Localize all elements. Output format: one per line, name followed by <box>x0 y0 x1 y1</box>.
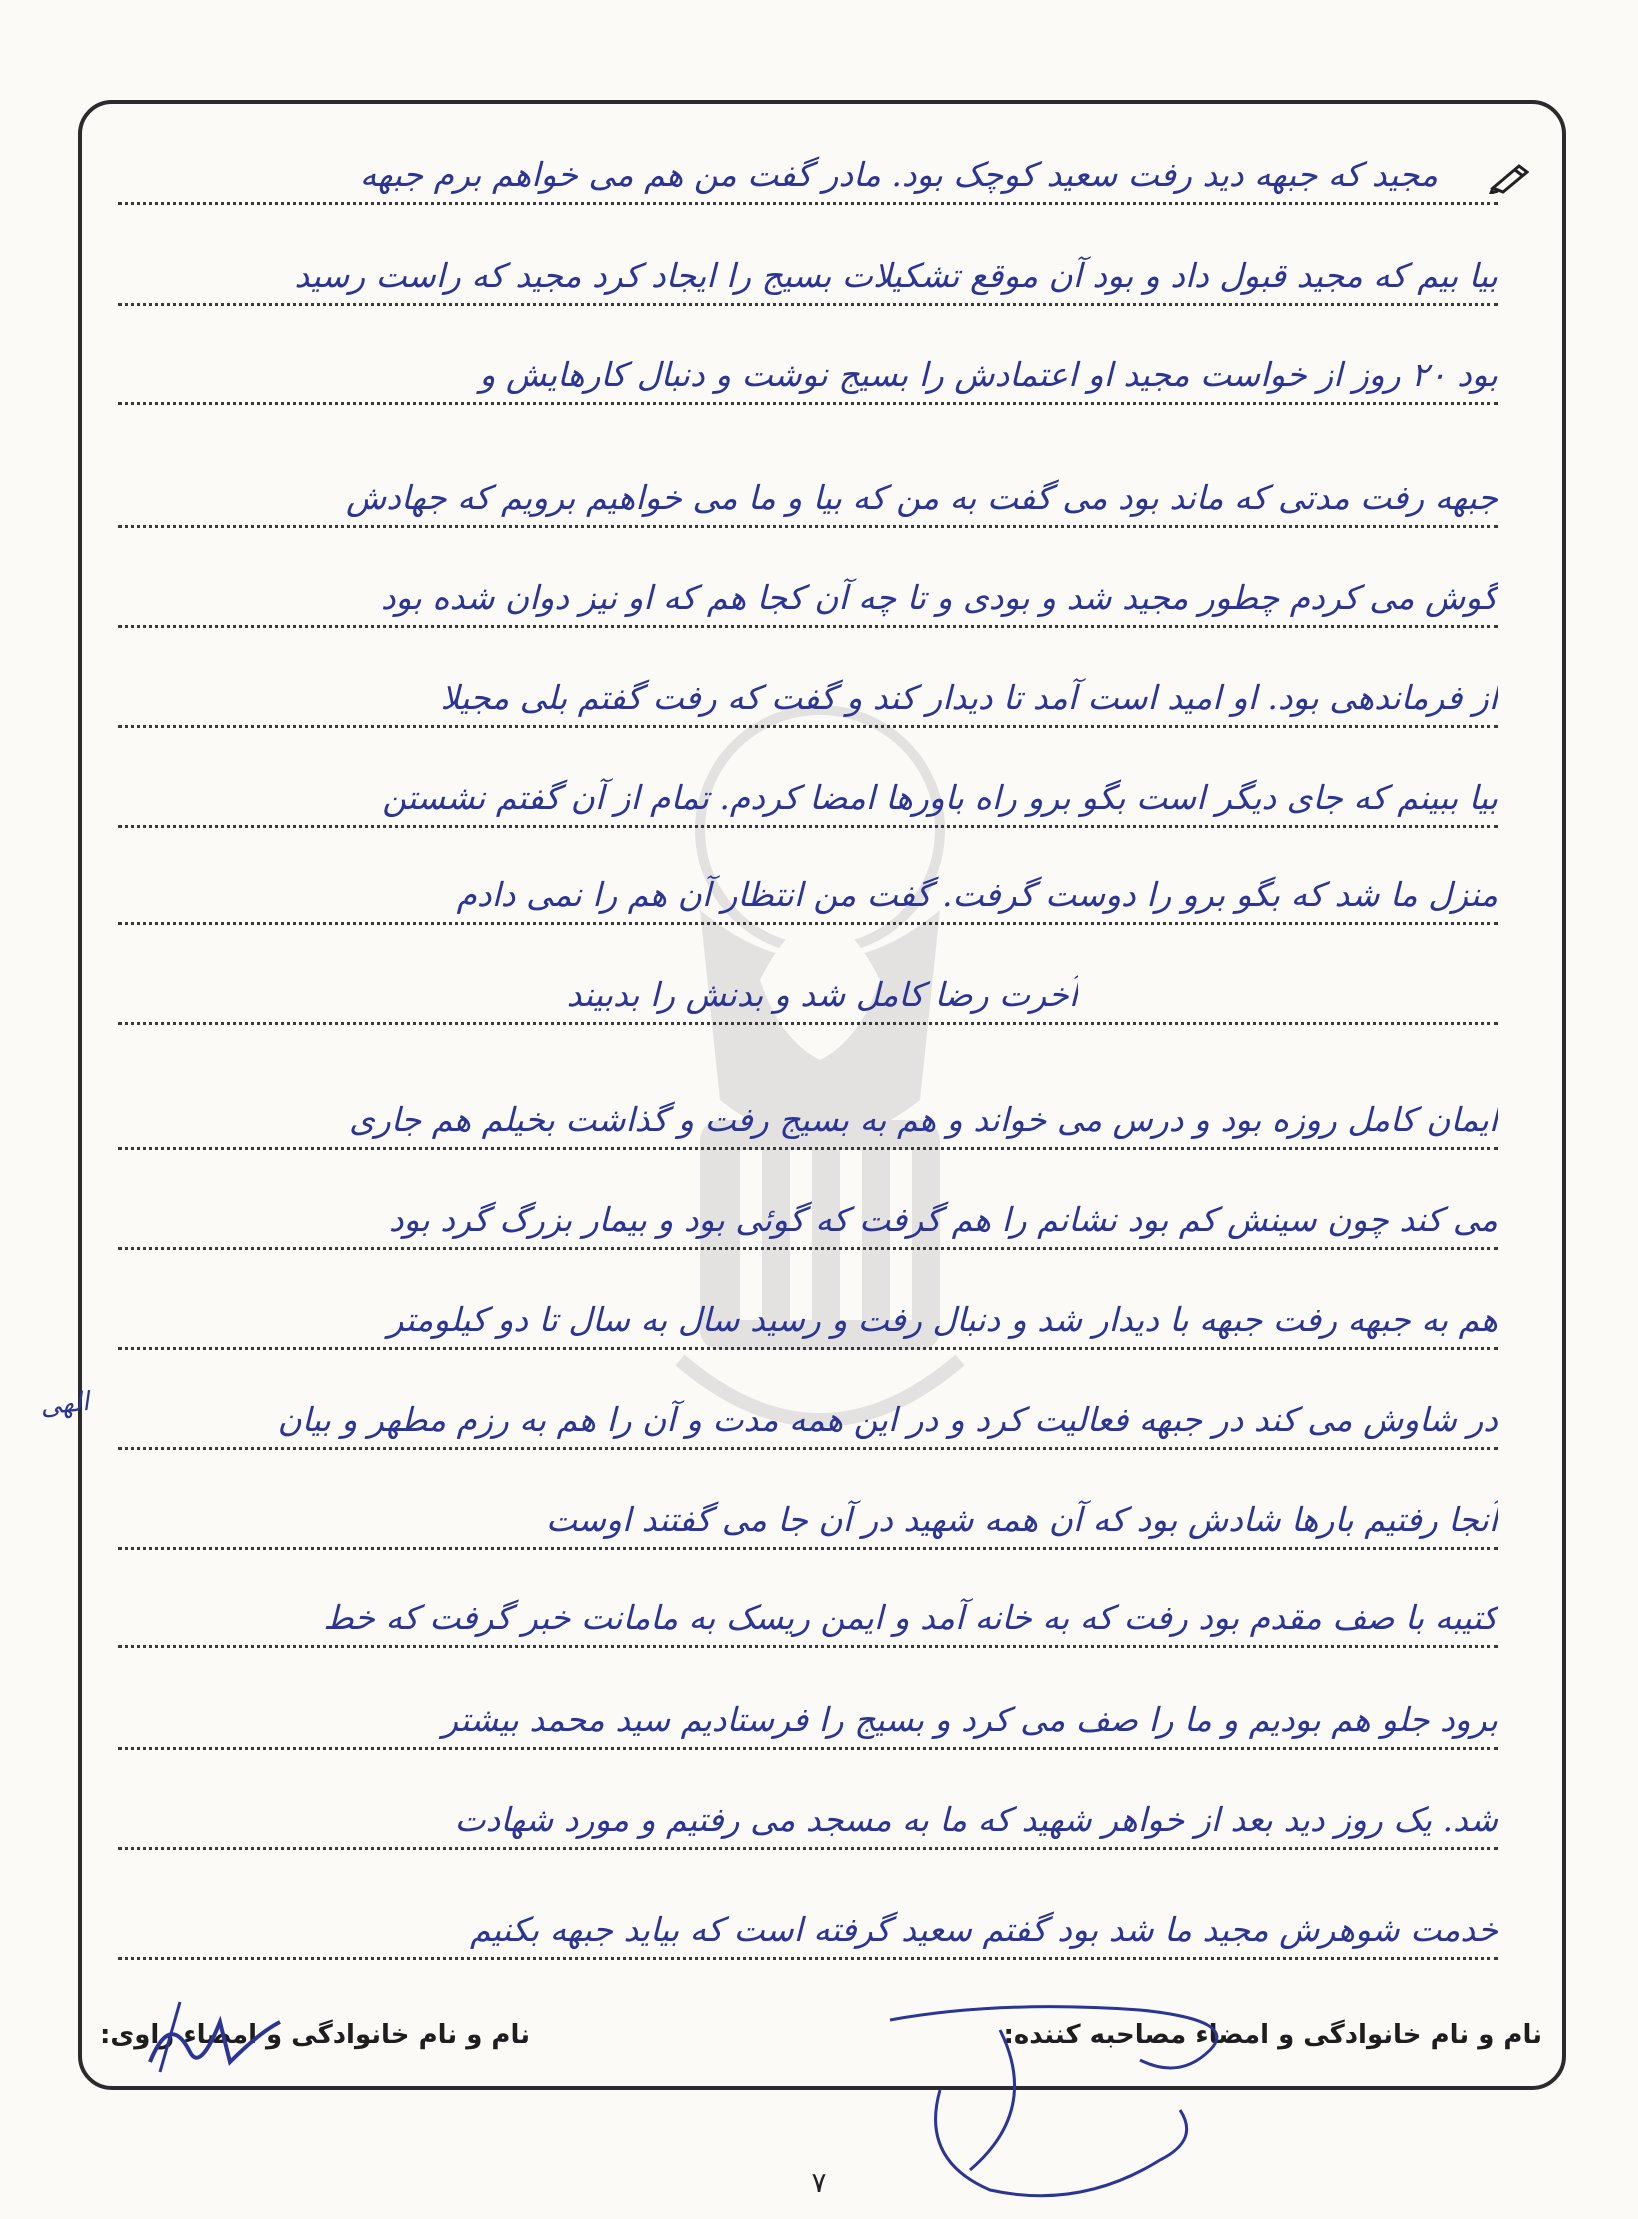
line-text: می کند چون سینش کم بود نشانم را هم گرفت که گوئی بود و بیمار بزرگ گرد بود <box>388 1200 1498 1239</box>
text-line <box>118 1097 1498 1150</box>
text-line <box>118 575 1498 628</box>
text-line <box>118 1497 1498 1550</box>
line-text: هم به جبهه رفت جبهه با دیدار شد و دنبال رفت و رسید سال به سال تا دو کیلومتر <box>387 1300 1498 1339</box>
text-line <box>118 1397 1498 1450</box>
text-line <box>118 972 1498 1025</box>
text-line <box>118 253 1498 306</box>
text-line <box>118 675 1498 728</box>
text-line <box>118 352 1498 405</box>
page-number: ۷ <box>811 2166 827 2199</box>
margin-note: الهی <box>38 1386 91 1422</box>
line-text: منزل ما شد که بگو برو را دوست گرفت. گفت من انتظار آن هم را نمی دادم <box>456 875 1498 914</box>
narrator-signature <box>130 1992 290 2092</box>
text-line <box>118 1595 1498 1648</box>
text-line <box>118 152 1498 205</box>
line-text: مجید که جبهه دید رفت سعید کوچک بود. مادر گفت من هم می خواهم برم جبهه <box>359 155 1438 194</box>
line-text: آنجا رفتیم بارها شادش بود که آن همه شهید در آن جا می گفتند اوست <box>546 1500 1498 1539</box>
line-text: جبهه رفت مدتی که ماند بود می گفت به من که بیا و ما می خواهیم برویم که جهادش <box>345 478 1498 517</box>
text-line <box>118 775 1498 828</box>
line-text: ایمان کامل روزه بود و درس می خواند و هم به بسیج رفت و گذاشت بخیلم هم جاری <box>349 1100 1498 1139</box>
line-text: بیا بیم که مجید قبول داد و بود آن موقع تشکیلات بسیج را ایجاد کرد مجید که راست رسید <box>294 256 1498 295</box>
interviewer-signature-label: نام و نام خانوادگی و امضاء مصاحبه کننده: <box>1003 2020 1542 2050</box>
text-line <box>118 1297 1498 1350</box>
narrator-signature-label: نام و نام خانوادگی و امضاء راوی: <box>100 2020 530 2050</box>
text-line <box>118 1797 1498 1850</box>
text-line <box>118 1697 1498 1750</box>
line-text: شد. یک روز دید بعد از خواهر شهید که ما به مسجد می رفتیم و مورد شهادت <box>454 1800 1498 1839</box>
text-line <box>118 475 1498 528</box>
line-text: خدمت شوهرش مجید ما شد بود گفتم سعید گرفته است که بیاید جبهه بکنیم <box>469 1910 1498 1949</box>
text-line <box>118 872 1498 925</box>
text-line <box>118 1197 1498 1250</box>
line-text: آخرت رضا کامل شد و بدنش را بدبیند <box>566 975 1078 1014</box>
line-text: بود ۲۰ روز از خواست مجید او اعتمادش را بسیج نوشت و دنبال کارهایش و <box>479 355 1498 394</box>
line-text: از فرماندهی بود. او امید است آمد تا دیدار کند و گفت که رفت گفتم بلی مجیلا <box>440 678 1498 717</box>
line-text: در شاوش می کند در جبهه فعالیت کرد و در این همه مدت و آن را هم به رزم مطهر و بیان <box>277 1400 1498 1439</box>
line-text: بیا ببینم که جای دیگر است بگو برو راه باورها امضا کردم. تمام از آن گفتم نشستن <box>382 778 1498 817</box>
line-text: گوش می کردم چطور مجید شد و بودی و تا چه آن کجا هم که او نیز دوان شده بود <box>380 578 1498 617</box>
line-text: برود جلو هم بودیم و ما را صف می کرد و بسیج را فرستادیم سید محمد بیشتر <box>442 1700 1498 1739</box>
signature-labels <box>100 2020 1542 2050</box>
line-text: کتیبه با صف مقدم بود رفت که به خانه آمد و ایمن ریسک به مامانت خبر گرفت که خط <box>323 1598 1498 1637</box>
text-line <box>118 1907 1498 1960</box>
